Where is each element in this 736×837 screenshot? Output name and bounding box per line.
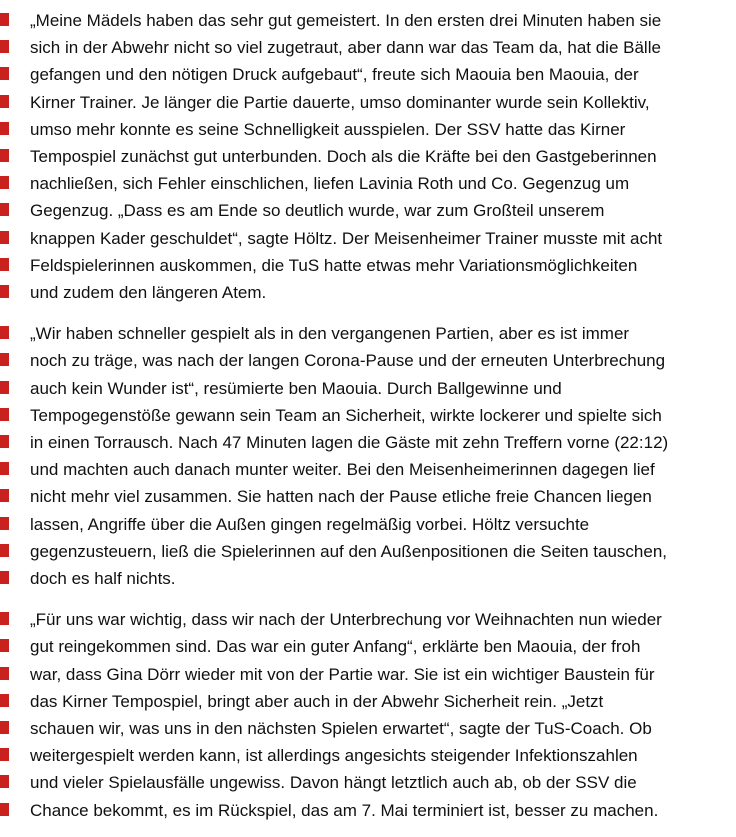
text-line-content: „Wir haben schneller gespielt als in den vergangenen Partien, aber es ist immer xyxy=(30,324,630,344)
text-line-content: nicht mehr viel zusammen. Sie hatten nach der Pause etliche freie Chancen liegen xyxy=(30,487,652,507)
text-line xyxy=(30,402,726,429)
change-bar-marker xyxy=(0,67,9,80)
text-line-content: nachließen, sich Fehler einschlichen, liefen Lavinia Roth und Co. Gegenzug um xyxy=(30,174,630,194)
text-line-content: gefangen und den nötigen Druck aufgebaut“, freute sich Maouia ben Maouia, der xyxy=(30,65,639,85)
text-line xyxy=(30,633,726,660)
text-line xyxy=(30,688,726,715)
text-line-content: auch kein Wunder ist“, resümierte ben Maouia. Durch Ballgewinne und xyxy=(30,378,562,398)
change-bar-marker xyxy=(0,353,9,366)
change-bar-marker xyxy=(0,408,9,421)
text-line xyxy=(30,483,726,510)
text-line-content: Kirner Trainer. Je länger die Partie dauerte, umso dominanter wurde sein Kollektiv, xyxy=(30,92,650,112)
change-bar-marker xyxy=(0,775,9,788)
text-line xyxy=(30,797,726,824)
text-line-content: umso mehr konnte es seine Schnelligkeit ausspielen. Der SSV hatte das Kirner xyxy=(30,119,626,139)
change-bar-marker xyxy=(0,748,9,761)
text-line xyxy=(30,116,726,143)
text-line xyxy=(30,565,726,592)
text-line-content: Feldspielerinnen auskommen, die TuS hatte etwas mehr Variationsmöglichkeiten xyxy=(30,255,638,275)
change-bar-marker xyxy=(0,721,9,734)
change-bar-marker xyxy=(0,285,9,298)
text-line xyxy=(30,715,726,742)
text-line xyxy=(30,197,726,224)
text-line-content: Gegenzug. „Dass es am Ende so deutlich wurde, war zum Großteil unserem xyxy=(30,201,605,221)
text-line xyxy=(30,769,726,796)
paragraph xyxy=(30,320,726,592)
text-line-content: „Meine Mädels haben das sehr gut gemeistert. In den ersten drei Minuten haben sie xyxy=(30,11,662,30)
text-line xyxy=(30,89,726,116)
paragraph xyxy=(30,7,726,306)
text-line-content: schauen wir, was uns in den nächsten Spielen erwartet“, sagte der TuS-Coach. Ob xyxy=(30,719,652,739)
change-bar-marker xyxy=(0,803,9,816)
text-line xyxy=(30,61,726,88)
text-line-content: lassen, Angriffe über die Außen gingen regelmäßig vorbei. Höltz versuchte xyxy=(30,514,590,534)
change-bar-marker xyxy=(0,13,9,26)
change-bar-marker xyxy=(0,122,9,135)
change-bar-marker xyxy=(0,149,9,162)
text-line-content: weitergespielt werden kann, ist allerdings angesichts steigender Infektionszahlen xyxy=(30,746,638,766)
text-line-content: in einen Torrausch. Nach 47 Minuten lagen die Gäste mit zehn Treffern vorne (22:12) xyxy=(30,433,669,453)
text-line xyxy=(30,606,726,633)
text-line-content: und vieler Spielausfälle ungewiss. Davon hängt letztlich auch ab, ob der SSV die xyxy=(30,773,637,793)
text-line xyxy=(30,347,726,374)
change-bar-marker xyxy=(0,544,9,557)
text-line xyxy=(30,7,726,34)
text-line-content: und machten auch danach munter weiter. Bei den Meisenheimerinnen dagegen lief xyxy=(30,460,655,480)
text-line xyxy=(30,538,726,565)
change-bar-marker xyxy=(0,176,9,189)
text-line-content: sich in der Abwehr nicht so viel zugetraut, aber dann war das Team da, hat die Bälle xyxy=(30,38,661,58)
text-line xyxy=(30,143,726,170)
text-line-content: gegenzusteuern, ließ die Spielerinnen auf den Außenpositionen die Seiten tauschen, xyxy=(30,541,668,561)
change-bar-marker xyxy=(0,667,9,680)
text-line xyxy=(30,225,726,252)
text-line-content: doch es half nichts. xyxy=(30,569,176,589)
text-line-content: und zudem den längeren Atem. xyxy=(30,283,267,303)
text-line-content: noch zu träge, was nach der langen Corona-Pause und der erneuten Unterbrechung xyxy=(30,351,666,371)
text-line xyxy=(30,279,726,306)
text-line-content: „Für uns war wichtig, dass wir nach der Unterbrechung vor Weihnachten nun wieder xyxy=(30,610,662,630)
change-bar-marker xyxy=(0,639,9,652)
paragraph xyxy=(30,606,726,824)
text-line-content: gut reingekommen sind. Das war ein guter Anfang“, erklärte ben Maouia, der froh xyxy=(30,637,641,657)
change-bar-marker xyxy=(0,517,9,530)
text-line-content: war, dass Gina Dörr wieder mit von der Partie war. Sie ist ein wichtiger Baustein für xyxy=(30,664,655,684)
text-line xyxy=(30,511,726,538)
change-bar-marker xyxy=(0,40,9,53)
text-line-content: Tempospiel zunächst gut unterbunden. Doch als die Kräfte bei den Gastgeberinnen xyxy=(30,147,657,167)
change-bar-marker xyxy=(0,694,9,707)
change-bar-marker xyxy=(0,203,9,216)
change-bar-marker xyxy=(0,571,9,584)
text-line xyxy=(30,252,726,279)
text-line-content: Chance bekommt, es im Rückspiel, das am 7. Mai terminiert ist, besser zu machen. xyxy=(30,800,659,820)
change-bar-marker xyxy=(0,381,9,394)
text-line-content: knappen Kader geschuldet“, sagte Höltz. Der Meisenheimer Trainer musste mit acht xyxy=(30,228,663,248)
text-line xyxy=(30,170,726,197)
text-line xyxy=(30,375,726,402)
change-bar-marker xyxy=(0,435,9,448)
text-line xyxy=(30,34,726,61)
change-bar-marker xyxy=(0,231,9,244)
change-bar-marker xyxy=(0,258,9,271)
text-line-content: das Kirner Tempospiel, bringt aber auch in der Abwehr Sicherheit rein. „Jetzt xyxy=(30,691,604,711)
text-line-content: Tempogegenstöße gewann sein Team an Sicherheit, wirkte lockerer und spielte sich xyxy=(30,405,662,425)
change-bar-marker xyxy=(0,326,9,339)
text-line xyxy=(30,429,726,456)
text-line xyxy=(30,320,726,347)
text-line xyxy=(30,661,726,688)
change-bar-marker xyxy=(0,489,9,502)
text-line xyxy=(30,742,726,769)
change-bar-marker xyxy=(0,612,9,625)
change-bar-marker xyxy=(0,95,9,108)
text-line xyxy=(30,456,726,483)
change-bar-marker xyxy=(0,462,9,475)
